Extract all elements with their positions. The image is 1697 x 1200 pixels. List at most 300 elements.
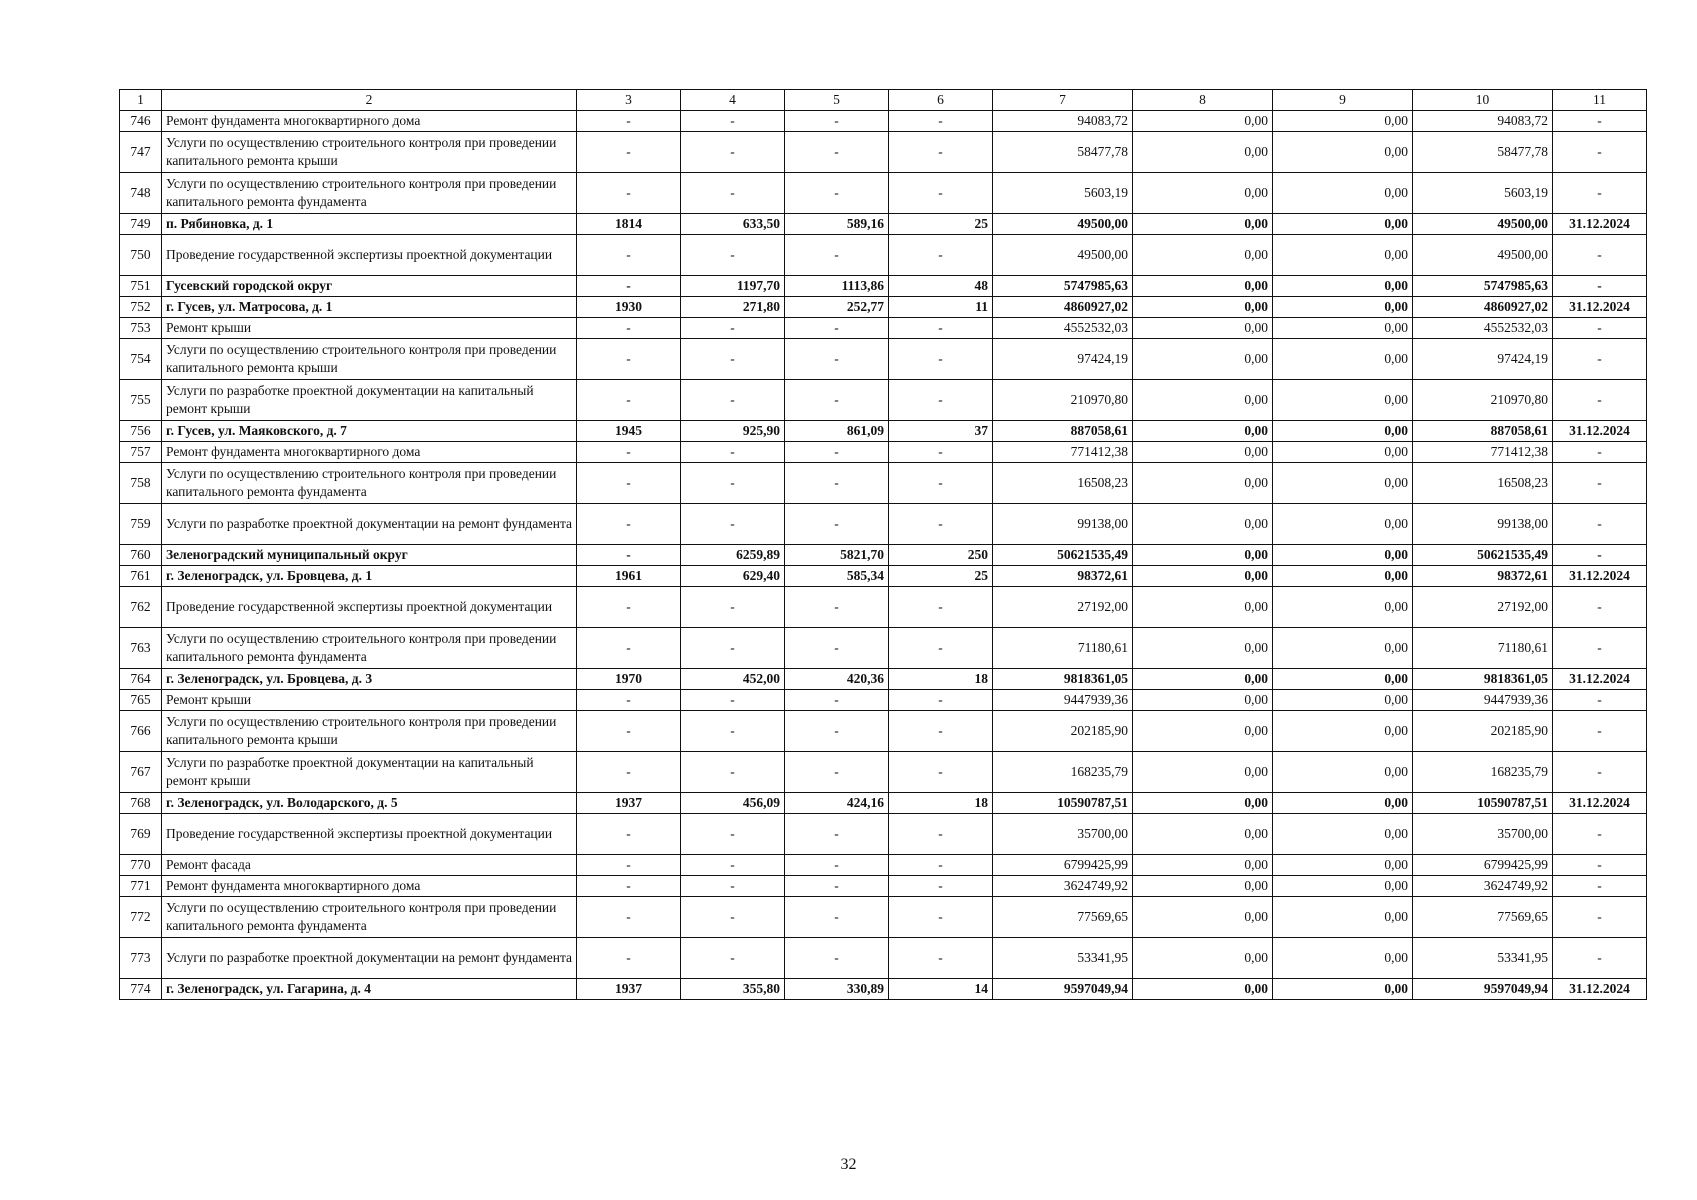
- column-header: 1: [120, 90, 162, 111]
- col5-cell: -: [785, 173, 889, 214]
- col3-cell: -: [577, 173, 681, 214]
- col3-cell: 1961: [577, 566, 681, 587]
- table-row: [120, 938, 1647, 979]
- table-row: [120, 752, 1647, 793]
- col8-cell: 0,00: [1133, 628, 1273, 669]
- col6-cell: -: [889, 855, 993, 876]
- col5-cell: -: [785, 855, 889, 876]
- table-row: [120, 793, 1647, 814]
- col6-cell: -: [889, 380, 993, 421]
- column-header: 9: [1273, 90, 1413, 111]
- col10-cell: 10590787,51: [1413, 793, 1553, 814]
- table-row: [120, 297, 1647, 318]
- table-row: [120, 463, 1647, 504]
- col8-cell: 0,00: [1133, 276, 1273, 297]
- col7-cell: 771412,38: [993, 442, 1133, 463]
- col8-cell: 0,00: [1133, 421, 1273, 442]
- work-name-cell: Услуги по разработке проектной документации на ремонт фундамента: [162, 504, 577, 545]
- col3-cell: -: [577, 628, 681, 669]
- col6-cell: -: [889, 752, 993, 793]
- col5-cell: -: [785, 814, 889, 855]
- col5-cell: -: [785, 876, 889, 897]
- col11-cell: 31.12.2024: [1553, 669, 1647, 690]
- work-name-cell: г. Зеленоградск, ул. Бровцева, д. 3: [162, 669, 577, 690]
- col9-cell: 0,00: [1273, 235, 1413, 276]
- col7-cell: 9597049,94: [993, 979, 1133, 1000]
- col11-cell: -: [1553, 814, 1647, 855]
- col11-cell: -: [1553, 711, 1647, 752]
- work-name-cell: Услуги по разработке проектной документации на капитальный ремонт крыши: [162, 380, 577, 421]
- col3-cell: -: [577, 318, 681, 339]
- capital-repair-table: [119, 89, 1647, 1000]
- col5-cell: -: [785, 442, 889, 463]
- col9-cell: 0,00: [1273, 897, 1413, 938]
- work-name-cell: г. Зеленоградск, ул. Гагарина, д. 4: [162, 979, 577, 1000]
- col3-cell: -: [577, 690, 681, 711]
- col10-cell: 887058,61: [1413, 421, 1553, 442]
- col8-cell: 0,00: [1133, 876, 1273, 897]
- col4-cell: -: [681, 938, 785, 979]
- col6-cell: -: [889, 235, 993, 276]
- column-header: 4: [681, 90, 785, 111]
- col9-cell: 0,00: [1273, 876, 1413, 897]
- col11-cell: -: [1553, 111, 1647, 132]
- col6-cell: -: [889, 897, 993, 938]
- table-row: [120, 276, 1647, 297]
- col10-cell: 5603,19: [1413, 173, 1553, 214]
- col9-cell: 0,00: [1273, 669, 1413, 690]
- col7-cell: 9818361,05: [993, 669, 1133, 690]
- col10-cell: 16508,23: [1413, 463, 1553, 504]
- row-number-cell: 762: [120, 587, 162, 628]
- col4-cell: 452,00: [681, 669, 785, 690]
- col8-cell: 0,00: [1133, 442, 1273, 463]
- row-number-cell: 766: [120, 711, 162, 752]
- row-number-cell: 753: [120, 318, 162, 339]
- col7-cell: 16508,23: [993, 463, 1133, 504]
- col6-cell: -: [889, 938, 993, 979]
- col6-cell: -: [889, 132, 993, 173]
- col6-cell: 250: [889, 545, 993, 566]
- col7-cell: 58477,78: [993, 132, 1133, 173]
- col5-cell: 420,36: [785, 669, 889, 690]
- col8-cell: 0,00: [1133, 463, 1273, 504]
- col8-cell: 0,00: [1133, 173, 1273, 214]
- row-number-cell: 752: [120, 297, 162, 318]
- row-number-cell: 758: [120, 463, 162, 504]
- col10-cell: 53341,95: [1413, 938, 1553, 979]
- row-number-cell: 749: [120, 214, 162, 235]
- col5-cell: 1113,86: [785, 276, 889, 297]
- work-name-cell: Ремонт фундамента многоквартирного дома: [162, 876, 577, 897]
- col3-cell: -: [577, 711, 681, 752]
- col5-cell: -: [785, 938, 889, 979]
- col4-cell: -: [681, 318, 785, 339]
- col4-cell: -: [681, 504, 785, 545]
- work-name-cell: Ремонт фасада: [162, 855, 577, 876]
- col7-cell: 35700,00: [993, 814, 1133, 855]
- col7-cell: 202185,90: [993, 711, 1133, 752]
- col11-cell: 31.12.2024: [1553, 421, 1647, 442]
- col5-cell: 585,34: [785, 566, 889, 587]
- table-row: [120, 545, 1647, 566]
- work-name-cell: Проведение государственной экспертизы проектной документации: [162, 235, 577, 276]
- table-row: [120, 979, 1647, 1000]
- row-number-cell: 756: [120, 421, 162, 442]
- col3-cell: 1970: [577, 669, 681, 690]
- col9-cell: 0,00: [1273, 111, 1413, 132]
- column-header: 11: [1553, 90, 1647, 111]
- col5-cell: -: [785, 690, 889, 711]
- col5-cell: 252,77: [785, 297, 889, 318]
- col6-cell: -: [889, 318, 993, 339]
- col5-cell: 424,16: [785, 793, 889, 814]
- row-number-cell: 772: [120, 897, 162, 938]
- col6-cell: -: [889, 711, 993, 752]
- col8-cell: 0,00: [1133, 339, 1273, 380]
- row-number-cell: 757: [120, 442, 162, 463]
- col3-cell: -: [577, 442, 681, 463]
- col4-cell: -: [681, 442, 785, 463]
- row-number-cell: 764: [120, 669, 162, 690]
- col3-cell: 1937: [577, 979, 681, 1000]
- col11-cell: -: [1553, 276, 1647, 297]
- col7-cell: 168235,79: [993, 752, 1133, 793]
- col5-cell: -: [785, 318, 889, 339]
- col4-cell: -: [681, 339, 785, 380]
- col8-cell: 0,00: [1133, 132, 1273, 173]
- col4-cell: 925,90: [681, 421, 785, 442]
- col11-cell: -: [1553, 442, 1647, 463]
- col10-cell: 35700,00: [1413, 814, 1553, 855]
- col5-cell: -: [785, 752, 889, 793]
- row-number-cell: 761: [120, 566, 162, 587]
- col5-cell: 330,89: [785, 979, 889, 1000]
- col6-cell: 25: [889, 566, 993, 587]
- work-name-cell: Услуги по осуществлению строительного контроля при проведении капитального ремонта фундамента: [162, 173, 577, 214]
- col9-cell: 0,00: [1273, 132, 1413, 173]
- table-row: [120, 814, 1647, 855]
- col9-cell: 0,00: [1273, 545, 1413, 566]
- col7-cell: 27192,00: [993, 587, 1133, 628]
- col9-cell: 0,00: [1273, 690, 1413, 711]
- work-name-cell: г. Гусев, ул. Матросова, д. 1: [162, 297, 577, 318]
- col7-cell: 94083,72: [993, 111, 1133, 132]
- column-header: 3: [577, 90, 681, 111]
- work-name-cell: Услуги по осуществлению строительного контроля при проведении капитального ремонта фундамента: [162, 897, 577, 938]
- col7-cell: 5603,19: [993, 173, 1133, 214]
- col7-cell: 97424,19: [993, 339, 1133, 380]
- table-row: [120, 669, 1647, 690]
- col9-cell: 0,00: [1273, 463, 1413, 504]
- col8-cell: 0,00: [1133, 979, 1273, 1000]
- col5-cell: 5821,70: [785, 545, 889, 566]
- col9-cell: 0,00: [1273, 442, 1413, 463]
- col7-cell: 77569,65: [993, 897, 1133, 938]
- work-name-cell: Услуги по осуществлению строительного контроля при проведении капитального ремонта крыши: [162, 339, 577, 380]
- col6-cell: -: [889, 628, 993, 669]
- col6-cell: -: [889, 814, 993, 855]
- col3-cell: -: [577, 587, 681, 628]
- col5-cell: -: [785, 235, 889, 276]
- col9-cell: 0,00: [1273, 214, 1413, 235]
- col8-cell: 0,00: [1133, 814, 1273, 855]
- col9-cell: 0,00: [1273, 752, 1413, 793]
- row-number-cell: 768: [120, 793, 162, 814]
- col6-cell: 48: [889, 276, 993, 297]
- col7-cell: 4860927,02: [993, 297, 1133, 318]
- col9-cell: 0,00: [1273, 421, 1413, 442]
- col8-cell: 0,00: [1133, 111, 1273, 132]
- col8-cell: 0,00: [1133, 938, 1273, 979]
- col11-cell: -: [1553, 173, 1647, 214]
- col10-cell: 71180,61: [1413, 628, 1553, 669]
- work-name-cell: г. Зеленоградск, ул. Бровцева, д. 1: [162, 566, 577, 587]
- table-row: [120, 628, 1647, 669]
- col11-cell: -: [1553, 690, 1647, 711]
- work-name-cell: Проведение государственной экспертизы проектной документации: [162, 587, 577, 628]
- col11-cell: -: [1553, 504, 1647, 545]
- col4-cell: 629,40: [681, 566, 785, 587]
- column-header: 5: [785, 90, 889, 111]
- col4-cell: -: [681, 132, 785, 173]
- row-number-cell: 759: [120, 504, 162, 545]
- column-header: 10: [1413, 90, 1553, 111]
- col6-cell: 18: [889, 793, 993, 814]
- col10-cell: 3624749,92: [1413, 876, 1553, 897]
- work-name-cell: Гусевский городской округ: [162, 276, 577, 297]
- col7-cell: 49500,00: [993, 235, 1133, 276]
- col10-cell: 202185,90: [1413, 711, 1553, 752]
- col8-cell: 0,00: [1133, 504, 1273, 545]
- table-row: [120, 214, 1647, 235]
- col10-cell: 9818361,05: [1413, 669, 1553, 690]
- column-header: 2: [162, 90, 577, 111]
- col3-cell: 1945: [577, 421, 681, 442]
- col7-cell: 210970,80: [993, 380, 1133, 421]
- work-name-cell: г. Гусев, ул. Маяковского, д. 7: [162, 421, 577, 442]
- col7-cell: 887058,61: [993, 421, 1133, 442]
- col5-cell: -: [785, 628, 889, 669]
- col3-cell: -: [577, 463, 681, 504]
- col11-cell: 31.12.2024: [1553, 214, 1647, 235]
- col4-cell: -: [681, 380, 785, 421]
- col7-cell: 10590787,51: [993, 793, 1133, 814]
- col11-cell: -: [1553, 938, 1647, 979]
- row-number-cell: 763: [120, 628, 162, 669]
- col10-cell: 98372,61: [1413, 566, 1553, 587]
- col11-cell: -: [1553, 752, 1647, 793]
- col3-cell: -: [577, 276, 681, 297]
- column-header: 7: [993, 90, 1133, 111]
- col4-cell: -: [681, 173, 785, 214]
- col11-cell: -: [1553, 628, 1647, 669]
- col9-cell: 0,00: [1273, 380, 1413, 421]
- col10-cell: 4860927,02: [1413, 297, 1553, 318]
- col11-cell: -: [1553, 235, 1647, 276]
- table-row: [120, 897, 1647, 938]
- col11-cell: -: [1553, 545, 1647, 566]
- col8-cell: 0,00: [1133, 855, 1273, 876]
- col3-cell: -: [577, 897, 681, 938]
- col9-cell: 0,00: [1273, 587, 1413, 628]
- col8-cell: 0,00: [1133, 214, 1273, 235]
- col11-cell: 31.12.2024: [1553, 566, 1647, 587]
- col4-cell: 633,50: [681, 214, 785, 235]
- table-row: [120, 111, 1647, 132]
- table-row: [120, 318, 1647, 339]
- col4-cell: -: [681, 752, 785, 793]
- row-number-cell: 746: [120, 111, 162, 132]
- col9-cell: 0,00: [1273, 297, 1413, 318]
- row-number-cell: 751: [120, 276, 162, 297]
- col5-cell: -: [785, 897, 889, 938]
- table-row: [120, 876, 1647, 897]
- col5-cell: -: [785, 132, 889, 173]
- row-number-cell: 769: [120, 814, 162, 855]
- work-name-cell: Услуги по осуществлению строительного контроля при проведении капитального ремонта фундамента: [162, 463, 577, 504]
- col6-cell: 14: [889, 979, 993, 1000]
- table-row: [120, 173, 1647, 214]
- row-number-cell: 774: [120, 979, 162, 1000]
- table-row: [120, 855, 1647, 876]
- table-row: [120, 587, 1647, 628]
- column-header: 8: [1133, 90, 1273, 111]
- col7-cell: 4552532,03: [993, 318, 1133, 339]
- col4-cell: -: [681, 876, 785, 897]
- col6-cell: -: [889, 442, 993, 463]
- col11-cell: -: [1553, 339, 1647, 380]
- row-number-cell: 755: [120, 380, 162, 421]
- col3-cell: -: [577, 132, 681, 173]
- work-name-cell: Услуги по осуществлению строительного контроля при проведении капитального ремонта фундамента: [162, 628, 577, 669]
- work-name-cell: Услуги по осуществлению строительного контроля при проведении капитального ремонта крыши: [162, 711, 577, 752]
- work-name-cell: г. Зеленоградск, ул. Володарского, д. 5: [162, 793, 577, 814]
- col7-cell: 9447939,36: [993, 690, 1133, 711]
- col6-cell: -: [889, 111, 993, 132]
- col3-cell: -: [577, 339, 681, 380]
- col10-cell: 168235,79: [1413, 752, 1553, 793]
- row-number-cell: 747: [120, 132, 162, 173]
- col10-cell: 49500,00: [1413, 214, 1553, 235]
- col10-cell: 97424,19: [1413, 339, 1553, 380]
- col11-cell: -: [1553, 380, 1647, 421]
- col7-cell: 98372,61: [993, 566, 1133, 587]
- col11-cell: -: [1553, 897, 1647, 938]
- col5-cell: -: [785, 711, 889, 752]
- col9-cell: 0,00: [1273, 814, 1413, 855]
- col10-cell: 77569,65: [1413, 897, 1553, 938]
- col6-cell: -: [889, 173, 993, 214]
- work-name-cell: Зеленоградский муниципальный округ: [162, 545, 577, 566]
- col10-cell: 9447939,36: [1413, 690, 1553, 711]
- table-row: [120, 421, 1647, 442]
- work-name-cell: Проведение государственной экспертизы проектной документации: [162, 814, 577, 855]
- col4-cell: -: [681, 111, 785, 132]
- col6-cell: 37: [889, 421, 993, 442]
- col7-cell: 50621535,49: [993, 545, 1133, 566]
- col8-cell: 0,00: [1133, 669, 1273, 690]
- col3-cell: -: [577, 380, 681, 421]
- col4-cell: -: [681, 855, 785, 876]
- row-number-cell: 771: [120, 876, 162, 897]
- table-row: [120, 690, 1647, 711]
- work-name-cell: Услуги по разработке проектной документации на ремонт фундамента: [162, 938, 577, 979]
- col9-cell: 0,00: [1273, 566, 1413, 587]
- col6-cell: 11: [889, 297, 993, 318]
- col5-cell: -: [785, 111, 889, 132]
- col3-cell: -: [577, 855, 681, 876]
- col8-cell: 0,00: [1133, 793, 1273, 814]
- col4-cell: -: [681, 690, 785, 711]
- work-name-cell: Ремонт фундамента многоквартирного дома: [162, 111, 577, 132]
- row-number-cell: 770: [120, 855, 162, 876]
- col7-cell: 49500,00: [993, 214, 1133, 235]
- row-number-cell: 748: [120, 173, 162, 214]
- col5-cell: -: [785, 587, 889, 628]
- col7-cell: 3624749,92: [993, 876, 1133, 897]
- table-row: [120, 380, 1647, 421]
- col6-cell: 25: [889, 214, 993, 235]
- col9-cell: 0,00: [1273, 318, 1413, 339]
- col10-cell: 99138,00: [1413, 504, 1553, 545]
- col8-cell: 0,00: [1133, 711, 1273, 752]
- col6-cell: 18: [889, 669, 993, 690]
- col5-cell: -: [785, 380, 889, 421]
- col4-cell: -: [681, 897, 785, 938]
- col9-cell: 0,00: [1273, 339, 1413, 380]
- col9-cell: 0,00: [1273, 504, 1413, 545]
- col10-cell: 4552532,03: [1413, 318, 1553, 339]
- page-number: 32: [840, 1156, 857, 1173]
- col8-cell: 0,00: [1133, 566, 1273, 587]
- col3-cell: -: [577, 876, 681, 897]
- col4-cell: -: [681, 587, 785, 628]
- column-header: 6: [889, 90, 993, 111]
- col3-cell: -: [577, 938, 681, 979]
- col3-cell: -: [577, 235, 681, 276]
- row-number-cell: 773: [120, 938, 162, 979]
- col7-cell: 5747985,63: [993, 276, 1133, 297]
- table-row: [120, 504, 1647, 545]
- col5-cell: 861,09: [785, 421, 889, 442]
- col5-cell: 589,16: [785, 214, 889, 235]
- row-number-cell: 750: [120, 235, 162, 276]
- col6-cell: -: [889, 463, 993, 504]
- col5-cell: -: [785, 504, 889, 545]
- work-name-cell: Ремонт крыши: [162, 318, 577, 339]
- col8-cell: 0,00: [1133, 235, 1273, 276]
- col11-cell: -: [1553, 132, 1647, 173]
- table-row: [120, 339, 1647, 380]
- col9-cell: 0,00: [1273, 276, 1413, 297]
- col7-cell: 71180,61: [993, 628, 1133, 669]
- col9-cell: 0,00: [1273, 628, 1413, 669]
- col8-cell: 0,00: [1133, 752, 1273, 793]
- col8-cell: 0,00: [1133, 380, 1273, 421]
- col9-cell: 0,00: [1273, 173, 1413, 214]
- col3-cell: -: [577, 504, 681, 545]
- col3-cell: 1937: [577, 793, 681, 814]
- work-name-cell: п. Рябиновка, д. 1: [162, 214, 577, 235]
- col3-cell: 1930: [577, 297, 681, 318]
- col3-cell: -: [577, 752, 681, 793]
- col11-cell: -: [1553, 855, 1647, 876]
- col10-cell: 94083,72: [1413, 111, 1553, 132]
- col9-cell: 0,00: [1273, 855, 1413, 876]
- col11-cell: -: [1553, 463, 1647, 504]
- col11-cell: 31.12.2024: [1553, 979, 1647, 1000]
